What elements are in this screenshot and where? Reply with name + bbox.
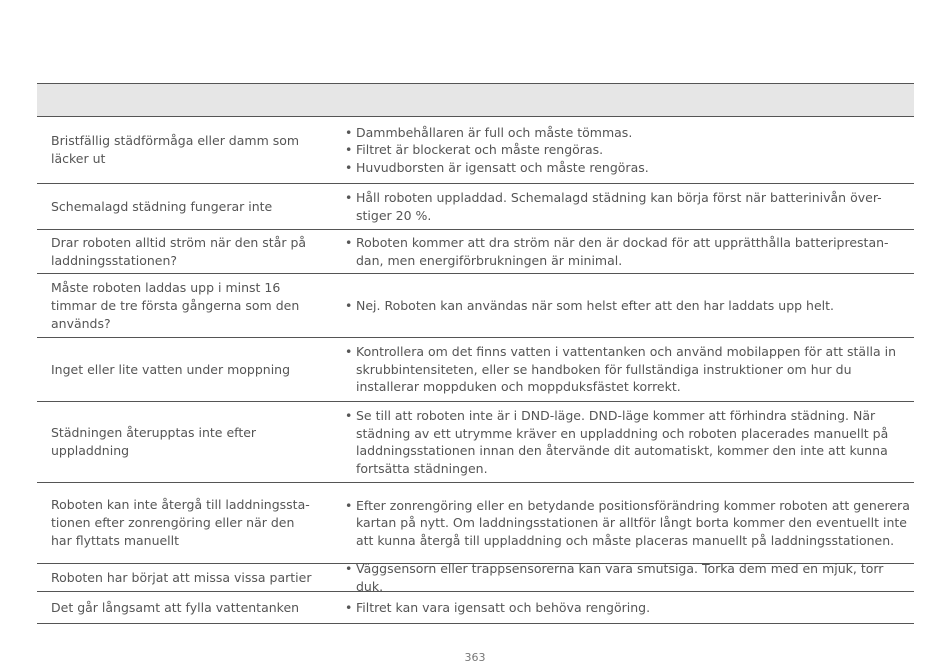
solution-bullet bbox=[345, 343, 910, 396]
solution-cell bbox=[327, 184, 914, 229]
page-number: 363 bbox=[464, 651, 486, 664]
problem-cell: Drar roboten alltid ström när den står på laddningsstationen? bbox=[51, 234, 307, 268]
solution-bullet bbox=[345, 560, 910, 595]
solution-bullet bbox=[345, 141, 910, 159]
table-row bbox=[37, 273, 914, 337]
solution-bullet bbox=[345, 189, 910, 224]
solution-cell bbox=[327, 274, 914, 337]
solution-bullet bbox=[345, 297, 910, 315]
problem-cell: Roboten kan inte återgå till laddningssta-tionen efter zonrengöring eller när den har flyttats manuellt bbox=[51, 497, 310, 548]
table-row bbox=[37, 229, 914, 273]
bullet-dot: • bbox=[345, 124, 353, 140]
problem-cell: Roboten har börjat att missa vissa partier bbox=[51, 569, 312, 585]
solution-cell bbox=[327, 402, 914, 482]
bullet-dot: • bbox=[345, 142, 353, 158]
solution-cell bbox=[327, 561, 914, 594]
bullet-dot: • bbox=[345, 190, 353, 205]
bullet-dot: • bbox=[345, 344, 353, 360]
bullet-dot: • bbox=[345, 561, 353, 576]
solution-text: Roboten kommer att dra ström när den är dockad för att upprätthålla batteriprestan-dan, men energiförbrukningen är minimal. bbox=[356, 235, 889, 268]
table-row bbox=[37, 183, 914, 229]
problem-cell: Det går långsamt att fylla vattentanken bbox=[51, 599, 300, 615]
solution-bullet bbox=[345, 124, 910, 142]
problem-cell: Schemalagd städning fungerar inte bbox=[51, 198, 273, 214]
problem-cell: Inget eller lite vatten under moppning bbox=[51, 361, 291, 377]
troubleshooting-table bbox=[37, 83, 914, 624]
solution-bullet bbox=[345, 599, 910, 617]
table-row bbox=[37, 561, 914, 594]
solution-text: Kontrollera om det finns vatten i vattentanken och använd mobilappen för att ställa in skrubbintensiteten, eller se handboken för fullständiga instruktioner om hur du installerar moppduken och moppduksfästet korrekt. bbox=[356, 344, 897, 395]
bullet-dot: • bbox=[345, 497, 353, 513]
table-row bbox=[37, 482, 914, 563]
solution-bullet bbox=[345, 159, 910, 177]
solution-text: Efter zonrengöring eller en betydande positionsförändring kommer roboten att generera kartan på nytt. Om laddningsstationen är alltför långt borta kommer den eventuellt inte att kunna återgå till uppladdning och måste placeras manuellt på laddningsstationen. bbox=[356, 497, 910, 548]
table-row bbox=[37, 401, 914, 482]
solution-cell bbox=[327, 483, 914, 563]
table-row bbox=[37, 117, 914, 183]
table-body bbox=[37, 117, 914, 623]
solution-cell bbox=[327, 230, 914, 273]
solution-text: Dammbehållaren är full och måste tömmas. bbox=[356, 124, 633, 140]
problem-cell: Bristfällig städförmåga eller damm som läcker ut bbox=[51, 133, 300, 166]
solution-cell bbox=[327, 338, 914, 401]
problem-cell: Städningen återupptas inte efter uppladdning bbox=[51, 425, 257, 458]
solution-text: Håll roboten uppladdad. Schemalagd städning kan börja först när batterinivån över-stiger 20 %. bbox=[356, 190, 882, 223]
solution-text: Filtret är blockerat och måste rengöras. bbox=[356, 142, 604, 158]
solution-text: Väggsensorn eller trappsensorerna kan vara smutsiga. Torka dem med en mjuk, torr duk. bbox=[356, 561, 884, 594]
bullet-dot: • bbox=[345, 408, 353, 423]
bullet-dot: • bbox=[345, 297, 353, 313]
table-row bbox=[37, 337, 914, 401]
solution-cell bbox=[327, 117, 914, 183]
bullet-dot: • bbox=[345, 599, 353, 615]
solution-bullet bbox=[345, 497, 910, 550]
solution-bullet bbox=[345, 234, 910, 269]
solution-text: Se till att roboten inte är i DND-läge. DND-läge kommer att förhindra städning. När städning av ett utrymme kräver en uppladdning och roboten placerades manuellt på laddningsstationen innan den återvände dit automatiskt, kommer den inte att kunna fortsätta städningen. bbox=[356, 408, 889, 476]
problem-cell: Måste roboten laddas upp i minst 16 timmar de tre första gångerna som den används? bbox=[51, 279, 300, 331]
solution-text: Nej. Roboten kan användas när som helst efter att den har laddats upp helt. bbox=[356, 297, 834, 313]
solution-cell bbox=[327, 592, 914, 623]
bullet-dot: • bbox=[345, 235, 353, 250]
solution-bullet bbox=[345, 407, 910, 477]
bullet-dot: • bbox=[345, 159, 353, 175]
table-header-band bbox=[37, 84, 914, 117]
solution-text: Filtret kan vara igensatt och behöva rengöring. bbox=[356, 599, 651, 615]
table-row bbox=[37, 591, 914, 623]
solution-text: Huvudborsten är igensatt och måste rengöras. bbox=[356, 159, 649, 175]
